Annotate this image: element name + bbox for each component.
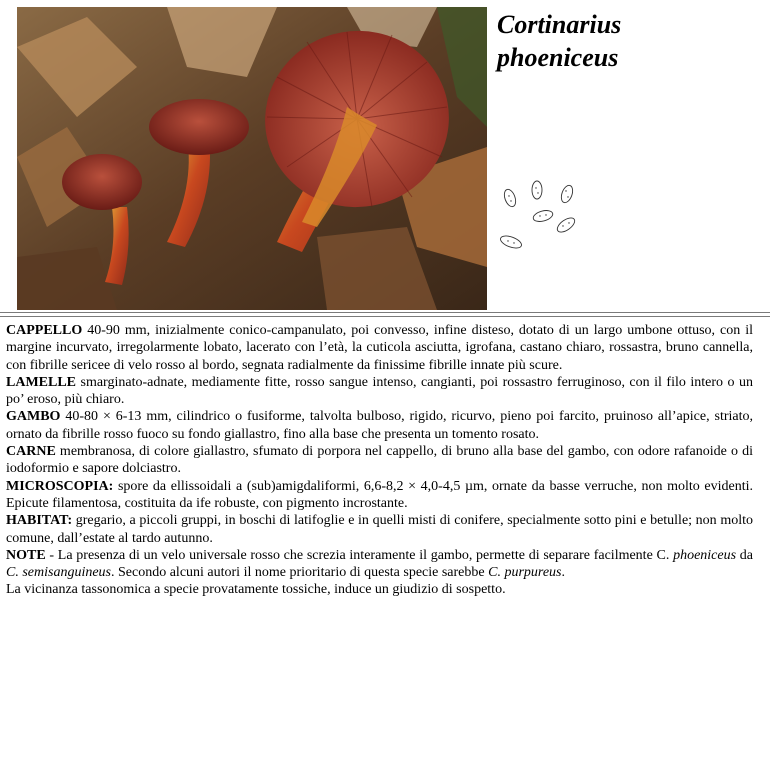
label-note: NOTE <box>6 547 46 563</box>
mushroom-photo <box>17 7 487 310</box>
title-genus: Cortinarius <box>497 10 622 39</box>
note-text-d: . <box>561 565 565 581</box>
label-lamelle: LAMELLE <box>6 374 77 390</box>
closing-remark: La vicinanza tassonomica a specie provatamente tossiche, induce un giudizio di sospetto. <box>6 582 506 598</box>
label-habitat: HABITAT: <box>6 513 73 529</box>
section-lamelle <box>6 374 753 409</box>
note-italic-a: phoeniceus <box>673 547 737 563</box>
section-cappello <box>6 322 753 374</box>
text-gambo: 40-80 × 6-13 mm, cilindrico o fusiforme, talvolta bulboso, rigido, ricurvo, pieno poi farcito, pruinoso all’apice, striato, ornato da fibrille rosso fuoco su fondo giallastro, fino alla base che presenta un tomento rosato. <box>6 409 753 442</box>
text-lamelle: smarginato-adnate, mediamente fitte, rosso sangue intenso, cangianti, poi rossastro ferruginoso, con il filo intero o un po’ eroso, più chiaro. <box>6 374 753 408</box>
section-gambo <box>6 408 753 443</box>
note-text-b: da <box>736 547 754 563</box>
text-microscopia: spore da ellissoidali a (sub)amigdaliformi, 6,6-8,2 × 4,0-4,5 µm, ornate da basse verruche, non molto evidenti. Epicute filamentosa, costituita da ife robuste, con pigmento incrostante. <box>6 478 753 511</box>
species-title <box>497 8 621 74</box>
section-microscopia <box>6 478 753 513</box>
text-cappello: 40-90 mm, inizialmente conico-campanulato, poi convesso, infine disteso, dotato di un largo umbone ottuso, con il margine incurvato, irregolarmente lobato, lacerato con l’età, la cuticola asciutta, igrofana, castano chiaro, rossastra, bruno cannella, con fibrille sericee di velo rosso al bordo, segnata radialmente da finissime fibrille innate più scure. <box>6 323 753 373</box>
text-habitat: gregario, a piccoli gruppi, in boschi di latifoglie e in quelli misti di conifere, specialmente sotto pini e betulle; non molto comune, dall’estate al tardo autunno. <box>6 513 753 546</box>
species-description <box>6 322 753 599</box>
section-carne <box>6 443 753 478</box>
note-text-c: . Secondo alcuni autori il nome prioritario di questa specie sarebbe <box>111 565 489 581</box>
label-gambo: GAMBO <box>6 409 61 425</box>
section-habitat <box>6 512 753 547</box>
divider-bottom <box>0 316 770 317</box>
label-microscopia: MICROSCOPIA: <box>6 478 114 494</box>
note-italic-c: C. purpureus <box>488 565 562 581</box>
divider-top <box>0 312 770 313</box>
note-italic-b: C. semisanguineus <box>6 565 111 581</box>
spores-illustration <box>496 176 586 256</box>
section-note <box>6 547 753 582</box>
title-species: phoeniceus <box>497 43 619 72</box>
text-carne: membranosa, di colore giallastro, sfumato di porpora nel cappello, di bruno alla base del gambo, con odore rafanoide o di iodoformio e sapore dolciastro. <box>6 444 753 477</box>
note-text-a: - La presenza di un velo universale rosso che screzia interamente il gambo, permette di separare facilmente C. <box>45 547 674 563</box>
label-carne: CARNE <box>6 444 56 460</box>
label-cappello: CAPPELLO <box>6 323 83 338</box>
